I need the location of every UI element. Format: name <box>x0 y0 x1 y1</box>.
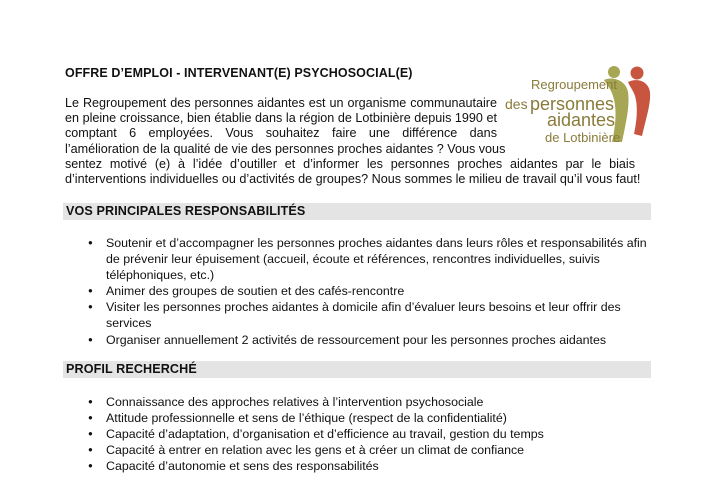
logo-text-line1: Regroupement <box>531 77 617 92</box>
list-item: ● Capacité d’adaptation, d’organisation et d’efficience au travail, gestion du temps <box>88 426 648 442</box>
list-item: ● Attitude professionnelle et sens de l’éthique (respect de la confidentialité) <box>88 410 648 426</box>
list-item: ● Soutenir et d’accompagner les personnes proches aidantes dans leurs rôles et responsabilités afin de prévenir leur épuisement (accueil, écoute et références, rencontres individuelles, suivis téléphoniques, etc.) <box>88 235 648 283</box>
list-item: ● Organiser annuellement 2 activités de ressourcement pour les personnes proches aidantes <box>88 332 648 348</box>
intro-line: en pleine croissance, bien établie dans la région de Lotbinière depuis 1990 et <box>65 111 497 126</box>
intro-line: sentez motivé (e) à l’idée d’outiller et d’informer les personnes proches aidantes par le biais <box>65 157 635 171</box>
logo-graphic <box>500 62 660 146</box>
responsibilities-heading: VOS PRINCIPALES RESPONSABILITÉS <box>66 204 306 218</box>
list-item: ● Capacité à entrer en relation avec les gens et à créer un climat de confiance <box>88 442 648 458</box>
intro-paragraph-continued <box>65 157 641 187</box>
list-item: ● Connaissance des approches relatives à l’intervention psychosociale <box>88 394 648 410</box>
intro-line: l’amélioration de la qualité de vie des personnes proches aidantes ? Vous vous <box>65 141 506 156</box>
intro-paragraph <box>65 96 506 157</box>
list-item: ● Capacité d’autonomie et sens des responsabilités <box>88 458 648 474</box>
profile-list <box>88 394 648 474</box>
profile-heading: PROFIL RECHERCHÉ <box>66 362 197 376</box>
intro-line: Le Regroupement des personnes aidantes est un organisme communautaire <box>65 96 497 110</box>
organization-logo <box>500 62 660 146</box>
logo-text-line3: aidantes <box>547 110 616 130</box>
responsibilities-list <box>88 235 648 348</box>
list-item: ● Animer des groupes de soutien et des cafés-rencontre <box>88 283 648 299</box>
logo-text-line4: de Lotbinière <box>545 130 621 145</box>
logo-text-line2b: personnes <box>530 94 615 114</box>
logo-text-line2a: des <box>505 96 528 112</box>
intro-line: d’interventions individuelles ou d’activités de groupes? Nous sommes le milieu de travail qu’il vous faut! <box>65 172 641 187</box>
list-item: ● Visiter les personnes proches aidantes à domicile afin d’évaluer leurs besoins et leur offrir des services <box>88 299 648 331</box>
intro-line: comptant 6 employées. Vous souhaitez faire une différence dans <box>65 126 497 141</box>
job-offer-title: OFFRE D’EMPLOI - INTERVENANT(E) PSYCHOSOCIAL(E) <box>65 66 413 80</box>
